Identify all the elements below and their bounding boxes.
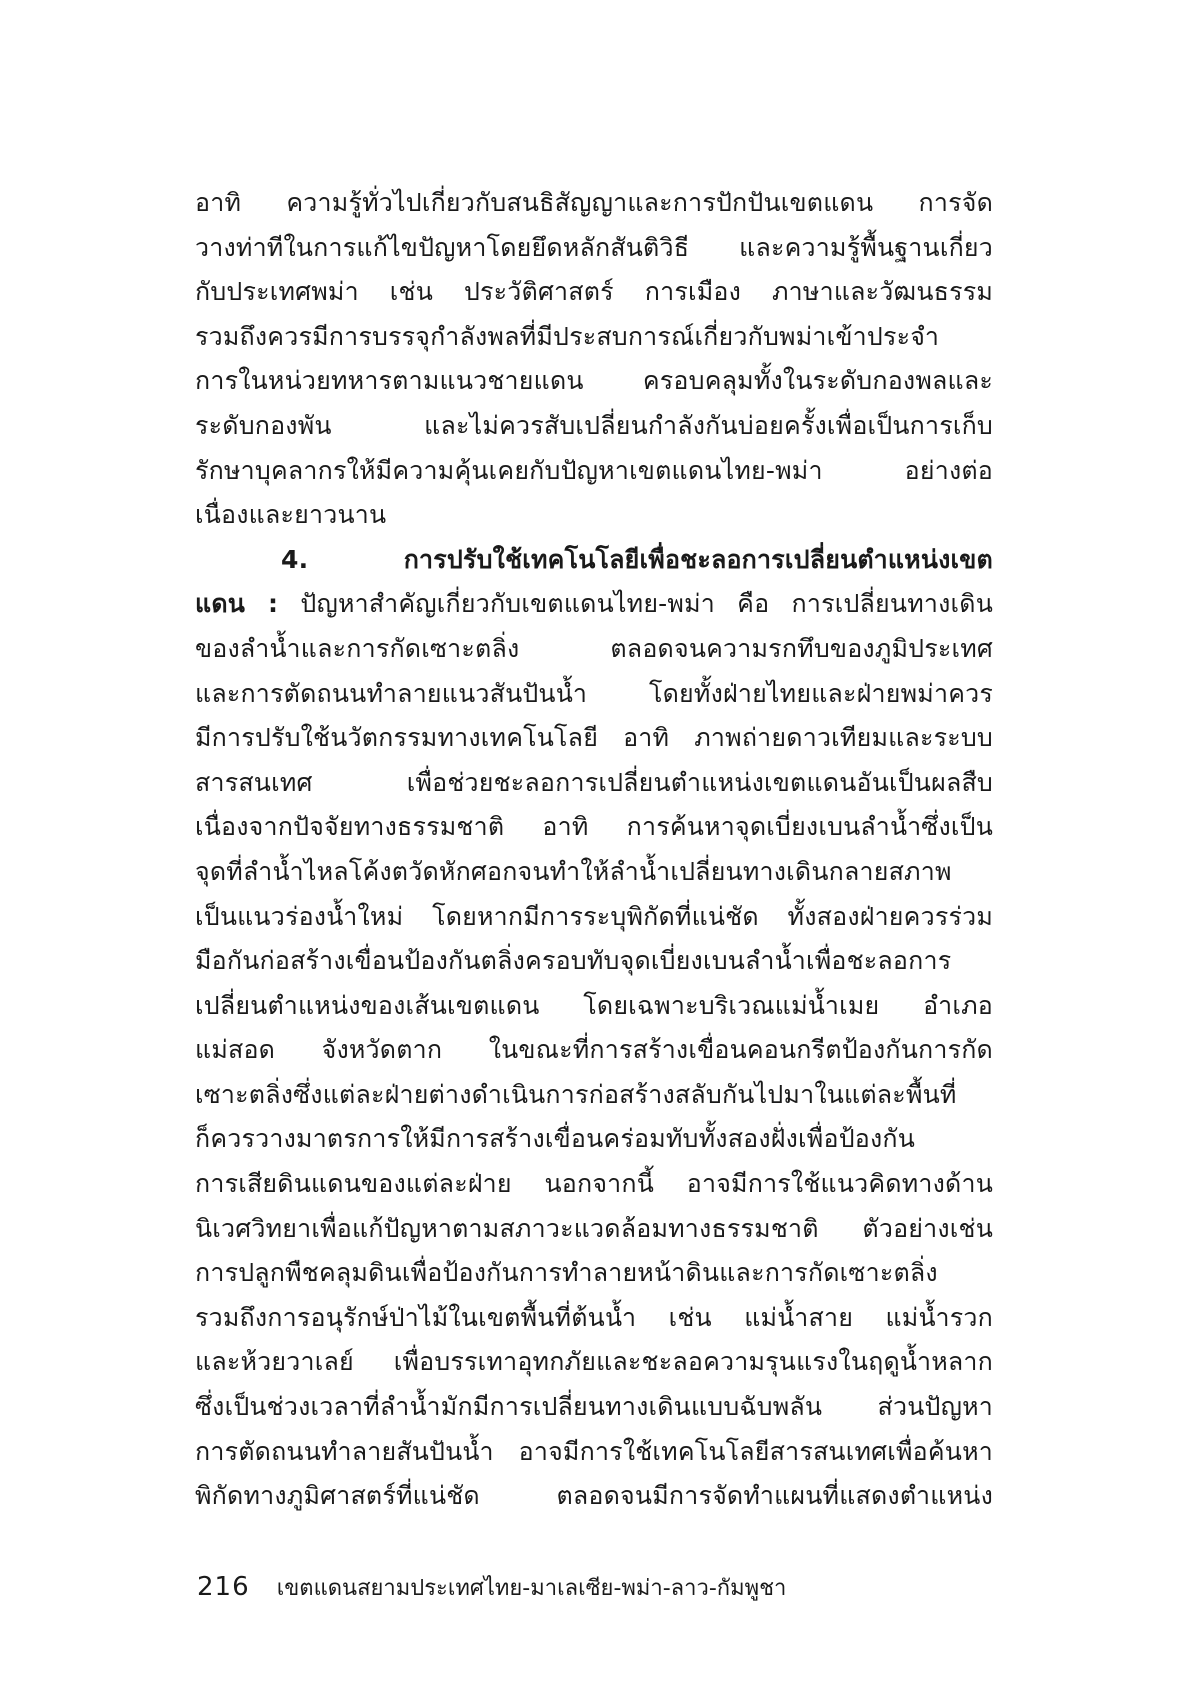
paragraph-2: [195, 538, 993, 1519]
text-line: เนื่องจากปัจจัยทางธรรมชาติ อาทิ การค้นหาจุดเบี่ยงเบนลำน้ำซึ่งเป็น: [195, 812, 993, 842]
text-line: รวมถึงการอนุรักษ์ป่าไม้ในเขตพื้นที่ต้นน้ำ เช่น แม่น้ำสาย แม่น้ำรวก: [195, 1302, 993, 1332]
text-line-rest: ปัญหาสำคัญเกี่ยวกับเขตแดนไทย-พม่า คือ การเปลี่ยนทางเดิน: [278, 589, 993, 619]
text-line: กับประเทศพม่า เช่น ประวัติศาสตร์ การเมือง ภาษาและวัฒนธรรม: [195, 277, 993, 307]
page-number: 216: [197, 1572, 250, 1602]
text-line: พิกัดทางภูมิศาสตร์ที่แน่ชัด ตลอดจนมีการจัดทำแผนที่แสดงตำแหน่ง: [195, 1481, 993, 1511]
text-line: นิเวศวิทยาเพื่อแก้ปัญหาตามสภาวะแวดล้อมทางธรรมชาติ ตัวอย่างเช่น: [195, 1213, 993, 1243]
running-title: เขตแดนสยามประเทศไทย-มาเลเซีย-พม่า-ลาว-กัมพูชา: [276, 1576, 787, 1601]
page-body: [195, 181, 993, 1519]
text-line: การเสียดินแดนของแต่ละฝ่าย นอกจากนี้ อาจมีการใช้แนวคิดทางด้าน: [195, 1169, 993, 1199]
text-line: มีการปรับใช้นวัตกรรมทางเทคโนโลยี อาทิ ภาพถ่ายดาวเทียมและระบบ: [195, 723, 993, 753]
text-line: อาทิ ความรู้ทั่วไปเกี่ยวกับสนธิสัญญาและการปักปันเขตแดน การจัด: [195, 188, 993, 217]
text-line: ของลำน้ำและการกัดเซาะตลิ่ง ตลอดจนความรกทึบของภูมิประเทศ: [195, 633, 993, 663]
section-heading: 4. การปรับใช้เทคโนโลยีเพื่อชะลอการเปลี่ยนตำแหน่งเขต: [281, 544, 993, 574]
text-line: ระดับกองพัน และไม่ควรสับเปลี่ยนกำลังกันบ่อยครั้งเพื่อเป็นการเก็บ: [195, 410, 993, 440]
text-line: รวมถึงควรมีการบรรจุกำลังพลที่มีประสบการณ์เกี่ยวกับพม่าเข้าประจำ: [195, 321, 940, 351]
text-line: เนื่องและยาวนาน: [195, 500, 387, 530]
text-line: สารสนเทศ เพื่อช่วยชะลอการเปลี่ยนตำแหน่งเขตแดนอันเป็นผลสืบ: [195, 767, 993, 797]
text-line: รักษาบุคลากรให้มีความคุ้นเคยกับปัญหาเขตแดนไทย-พม่า อย่างต่อ: [195, 455, 993, 485]
text-line: และการตัดถนนทำลายแนวสันปันน้ำ โดยทั้งฝ่ายไทยและฝ่ายพม่าควร: [195, 678, 993, 708]
text-line: การตัดถนนทำลายสันปันน้ำ อาจมีการใช้เทคโนโลยีสารสนเทศเพื่อค้นหา: [195, 1436, 993, 1466]
paragraph-1: [195, 181, 993, 538]
text-line: การในหน่วยทหารตามแนวชายแดน ครอบคลุมทั้งในระดับกองพลและ: [195, 366, 993, 396]
text-line: การปลูกพืชคลุมดินเพื่อป้องกันการทำลายหน้าดินและการกัดเซาะตลิ่ง: [195, 1258, 938, 1288]
text-line: [195, 582, 993, 627]
text-line: ซึ่งเป็นช่วงเวลาที่ลำน้ำมักมีการเปลี่ยนทางเดินแบบฉับพลัน ส่วนปัญหา: [195, 1392, 993, 1422]
text-line: วางท่าทีในการแก้ไขปัญหาโดยยึดหลักสันติวิธี และความรู้พื้นฐานเกี่ยว: [195, 232, 993, 262]
text-line: เปลี่ยนตำแหน่งของเส้นเขตแดน โดยเฉพาะบริเวณแม่น้ำเมย อำเภอ: [195, 990, 993, 1020]
section-heading-continued: แดน :: [195, 589, 279, 619]
text-line: และห้วยวาเลย์ เพื่อบรรเทาอุทกภัยและชะลอความรุนแรงในฤดูน้ำหลาก: [195, 1347, 993, 1377]
text-line: แม่สอด จังหวัดตาก ในขณะที่การสร้างเขื่อนคอนกรีตป้องกันการกัด: [195, 1035, 993, 1065]
text-line: ก็ควรวางมาตรการให้มีการสร้างเขื่อนคร่อมทับทั้งสองฝั่งเพื่อป้องกัน: [195, 1124, 916, 1154]
text-line: เซาะตลิ่งซึ่งแต่ละฝ่ายต่างดำเนินการก่อสร้างสลับกันไปมาในแต่ละพื้นที่: [195, 1079, 957, 1109]
text-line: มือกันก่อสร้างเขื่อนป้องกันตลิ่งครอบทับจุดเบี่ยงเบนลำน้ำเพื่อชะลอการ: [195, 946, 952, 976]
text-line: จุดที่ลำน้ำไหลโค้งตวัดหักศอกจนทำให้ลำน้ำเปลี่ยนทางเดินกลายสภาพ: [195, 856, 952, 886]
text-line: เป็นแนวร่องน้ำใหม่ โดยหากมีการระบุพิกัดที่แน่ชัด ทั้งสองฝ่ายควรร่วม: [195, 901, 993, 931]
page-footer: [197, 1571, 786, 1603]
